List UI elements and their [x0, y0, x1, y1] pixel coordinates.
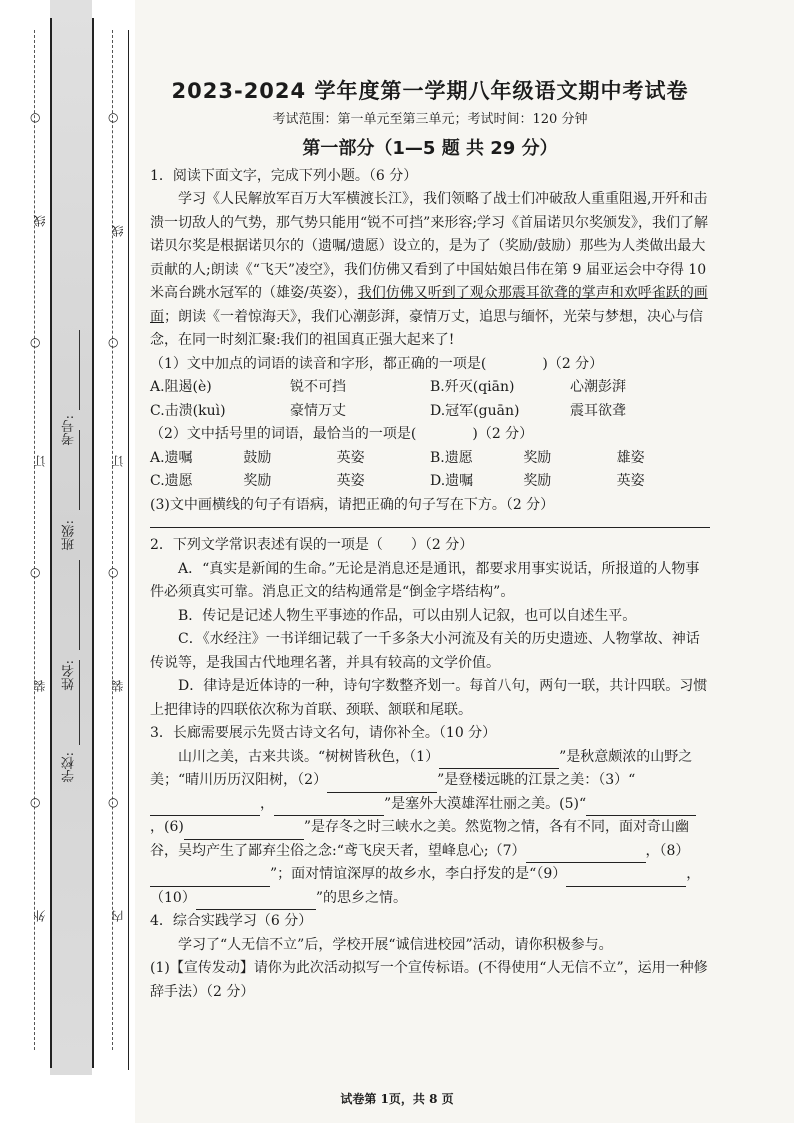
blank-3[interactable]	[150, 815, 260, 816]
choice-c[interactable]: C．《水经注》一书详细记载了一千多条大小河流及有关的历史遗迹、人物掌故、神话传说等，是我国古代地理名著，并具有较高的文学价值。	[150, 631, 700, 671]
class-label: 班级:	[62, 520, 77, 551]
question-3	[150, 722, 710, 910]
option-row	[150, 376, 710, 400]
exam-number-label: 考号:	[62, 415, 77, 446]
school-label: 学校:	[62, 752, 77, 783]
option-text: 震耳欲聋	[570, 402, 626, 419]
option-text: 雄姿	[616, 449, 645, 466]
question-intro: 学习了“人无信不立”后，学校开展“诚信进校园”活动，请你积极参与。	[178, 936, 613, 953]
option-text: 豪情万丈	[290, 402, 346, 419]
fill-text: ，(6)	[150, 819, 184, 835]
blank-7[interactable]	[526, 862, 646, 863]
question-4	[150, 910, 710, 1004]
question-1	[150, 165, 710, 529]
fill-text: ，	[260, 795, 274, 812]
seal-char-line: 线	[111, 225, 125, 237]
sub-question: (1)【宣传发动】请你为此次活动拟写一个宣传标语。(不得使用“人无信不立”，运用一种修辞手法）（2 分）	[150, 960, 708, 1000]
blank-6[interactable]	[184, 839, 304, 840]
question-stem: 1．阅读下面文字，完成下列小题。（6 分）	[150, 167, 418, 184]
binding-line-inner	[92, 18, 94, 1068]
circle-mark: ○	[30, 110, 41, 124]
seal-char-order: 订	[111, 455, 125, 467]
question-stem: 2．下列文学常识表述有误的一项是（ ）（2 分）	[150, 537, 474, 553]
school-field[interactable]	[79, 660, 81, 745]
binding-line-outer	[50, 18, 52, 1068]
seal-char-order: 订	[33, 455, 47, 467]
blank-4[interactable]	[274, 815, 384, 816]
circle-mark: ○	[108, 335, 119, 349]
option-label[interactable]: D.冠军(guān)	[430, 402, 520, 419]
question-2	[150, 534, 710, 722]
option-label[interactable]: A.遗嘱	[150, 449, 193, 466]
fill-text: ”的思乡之情。	[315, 889, 407, 906]
sub-question: （2）文中括号里的词语，最恰当的一项是( )（2 分）	[150, 426, 534, 442]
fill-text: 山川之美，古来共谈。“树树皆秋色，（1）	[178, 748, 440, 765]
exam-scope: 考试范围：第一单元至第三单元；考试时间：120 分钟	[272, 111, 588, 127]
option-label[interactable]: D.遗嘱	[429, 473, 474, 489]
option-text: 英姿	[336, 473, 365, 489]
passage-text: ；朗读《一着惊海天》，我们心潮彭湃，豪情万丈，追思与缅怀，光荣与梦想，决心与信念，在同一时刻汇聚:我们的祖国真正强大起来了!	[150, 308, 703, 348]
fill-text: ”是塞外大漠雄浑壮丽之美。(5)“	[384, 795, 587, 812]
class-field[interactable]	[79, 430, 81, 510]
circle-mark: ○	[30, 795, 41, 809]
exam-page	[150, 70, 710, 1004]
seal-char-outer: 外	[33, 910, 47, 922]
page-footer: 试卷第 1页，共 8 页	[340, 1092, 454, 1106]
seal-char-bind: 装	[33, 680, 47, 692]
underlined-sentence: 我们仿佛又听到了观众那震耳欲聋的掌声和欢呼雀跃的画面	[150, 285, 708, 325]
blank-1[interactable]	[439, 768, 559, 769]
blank-2[interactable]	[327, 792, 437, 793]
seal-char-inner: 内	[111, 910, 125, 922]
blank-9[interactable]	[566, 886, 686, 887]
circle-mark: ○	[108, 110, 119, 124]
choice-b[interactable]: B．传记是记述人物生平事迹的作品，可以由别人记叙，也可以自述生平。	[178, 607, 637, 624]
circle-mark: ○	[30, 335, 41, 349]
exam-title: 2023-2024 学年度第一学期八年级语文期中考试卷	[171, 79, 689, 103]
seal-char-line: 线	[33, 215, 47, 227]
choice-a[interactable]: A．“真实是新闻的生命。”无论是消息还是通讯，都要求用事实说话，所报道的人物事件必须真实可靠。消息正文的结构通常是“倒金字塔结构”。	[150, 560, 700, 600]
option-row	[150, 447, 710, 471]
part-title: 第一部分（1—5 题 共 29 分）	[302, 138, 558, 159]
sub-question: (3)文中画横线的句子有语病，请把正确的句子写在下方。（2 分）	[150, 496, 555, 513]
sub-question: （1）文中加点的词语的读音和字形，都正确的一项是( )（2 分）	[150, 355, 604, 372]
answer-line[interactable]	[150, 517, 710, 528]
blank-8[interactable]	[150, 886, 270, 887]
name-field[interactable]	[79, 560, 81, 650]
question-stem: 3．长廊需要展示先贤古诗文名句，请你补全。（10 分）	[150, 725, 497, 741]
reading-passage	[150, 188, 710, 353]
fill-text: ，（10）	[150, 866, 701, 906]
option-row	[150, 400, 710, 424]
binding-line-right	[128, 30, 129, 1070]
fill-text: ，（8）	[645, 842, 690, 859]
fill-text: ”是秋意颇浓的山野之美；“晴川历历汉阳树，（2）	[150, 748, 693, 788]
question-stem: 4．综合实践学习（6 分）	[150, 913, 313, 929]
cut-line	[34, 30, 43, 1050]
option-text: 英姿	[336, 449, 365, 466]
fill-text: ”是登楼远眺的江景之美：（3）“	[437, 772, 636, 788]
option-text: 锐不可挡	[290, 379, 346, 395]
option-label[interactable]: C.遗愿	[150, 473, 193, 489]
exam-number-field[interactable]	[79, 330, 81, 410]
option-text: 鼓励	[243, 449, 272, 466]
circle-mark: ○	[108, 565, 119, 579]
circle-mark: ○	[108, 795, 119, 809]
blank-5[interactable]	[586, 815, 696, 816]
option-row	[150, 470, 710, 494]
option-text: 心潮彭湃	[570, 379, 626, 395]
option-label[interactable]: B.歼灭(qiān)	[430, 379, 515, 395]
option-text: 奖励	[523, 473, 552, 489]
cut-line-right	[112, 30, 121, 1050]
passage-text: 学习《人民解放军百万大军横渡长江》，我们领略了战士们冲破敌人重重阻遏,开歼和击溃一切敌人的气势，那气势只能用“锐不可挡”来形容;学习《首届诺贝尔奖颁发》，我们了解诺贝尔奖是根据诺贝尔的（遗嘱/遗愿）设立的，是为了（奖励/鼓励）那些为人类做出最大贡献的人;朗读《“飞天”凌空》，我们仿佛又看到了中国姑娘吕伟在第 9 届亚运会中夺得 10 米高台跳水冠军的（雄姿/英姿），	[150, 191, 709, 301]
option-text: 奖励	[243, 473, 272, 489]
fill-in-passage	[150, 746, 710, 911]
name-label: 姓名:	[62, 660, 77, 691]
seal-char-bind: 装	[111, 680, 125, 692]
fill-text: ”是存冬之时三峡水之美。然览物之情，各有不同，面对奇山幽谷，吴均产生了鄙弃尘俗之念:“鸢飞戾天者，望峰息心;（7）	[150, 819, 689, 859]
option-label[interactable]: C.击溃(kuì)	[150, 402, 226, 419]
option-label[interactable]: A.阻遏(è)	[150, 379, 212, 395]
option-text: 英姿	[616, 473, 645, 489]
fill-text: ”；面对情谊深厚的故乡水，李白抒发的是“（9）	[270, 866, 567, 882]
circle-mark: ○	[30, 565, 41, 579]
option-text: 奖励	[523, 449, 552, 466]
option-label[interactable]: B.遗愿	[429, 449, 473, 466]
choice-d[interactable]: D．律诗是近体诗的一种，诗句字数整齐划一。每首八句，两句一联，共计四联。习惯上把律诗的四联依次称为首联、颈联、颔联和尾联。	[150, 678, 708, 718]
